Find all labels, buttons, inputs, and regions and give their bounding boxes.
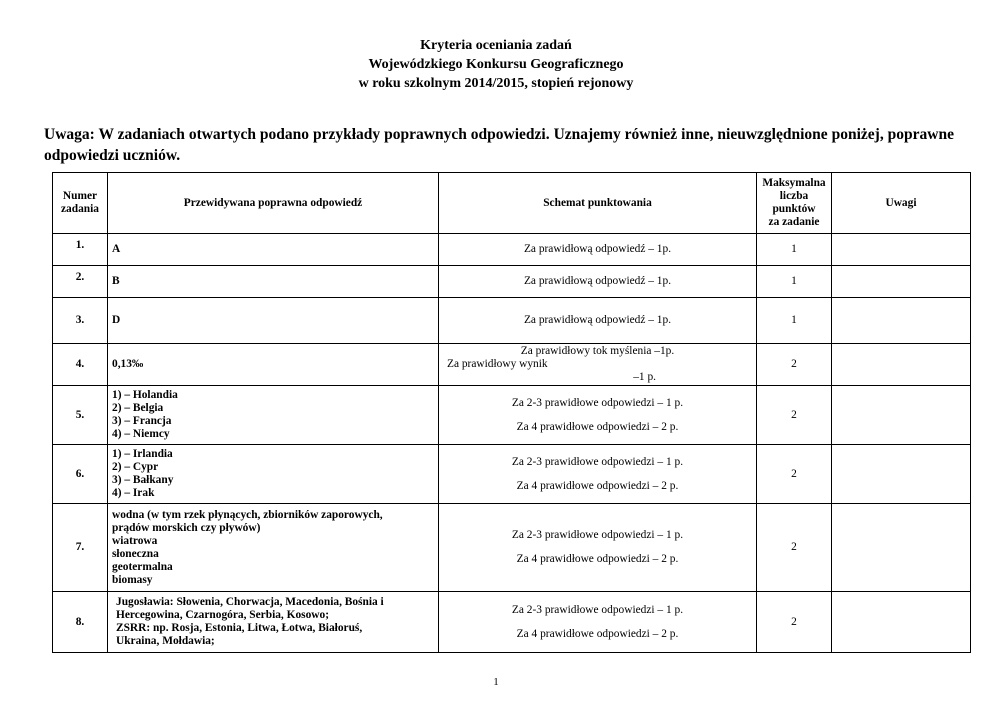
max-points-cell: 1 (757, 298, 832, 344)
scheme-cell: Za 2-3 prawidłowe odpowiedzi – 1 p. Za 4 prawidłowe odpowiedzi – 2 p. (439, 386, 757, 445)
table-header-row (53, 173, 971, 234)
max-points-cell: 2 (757, 592, 832, 653)
notes-cell (832, 344, 971, 386)
notes-cell (832, 592, 971, 653)
task-number: 2. (53, 266, 108, 298)
notes-cell (832, 234, 971, 266)
header-max-points: Maksymalna liczba punktów za zadanie (757, 173, 832, 234)
scheme-cell: Za 2-3 prawidłowe odpowiedzi – 1 p. Za 4 prawidłowe odpowiedzi – 2 p. (439, 592, 757, 653)
answer-cell: D (108, 298, 439, 344)
answer-cell: 1) – Holandia 2) – Belgia 3) – Francja 4) – Niemcy (108, 386, 439, 445)
note-paragraph: Uwaga: W zadaniach otwartych podano przykłady poprawnych odpowiedzi. Uznajemy również inne, nieuwzględnione poniżej, poprawne odpowiedzi uczniów. (44, 126, 954, 164)
table-row (53, 445, 971, 504)
task-number: 8. (53, 592, 108, 653)
notes-cell (832, 298, 971, 344)
notes-cell (832, 445, 971, 504)
table-row (53, 234, 971, 266)
answer-cell: Jugosławia: Słowenia, Chorwacja, Macedonia, Bośnia i Hercegowina, Czarnogóra, Serbia, Kosowo; ZSRR: np. Rosja, Estonia, Litwa, Łotwa, Białoruś, Ukraina, Mołdawia; (108, 592, 439, 653)
table-row (53, 592, 971, 653)
header-scheme: Schemat punktowania (439, 173, 757, 234)
notes-cell (832, 266, 971, 298)
max-points-cell: 2 (757, 386, 832, 445)
title-line-1: Kryteria oceniania zadań (420, 38, 572, 53)
max-points-cell: 2 (757, 504, 832, 592)
header-answer: Przewidywana poprawna odpowiedź (108, 173, 439, 234)
document-title (0, 36, 992, 93)
header-notes: Uwagi (832, 173, 971, 234)
scheme-cell: Za prawidłową odpowiedź – 1p. (439, 266, 757, 298)
max-points-cell: 1 (757, 234, 832, 266)
task-number: 4. (53, 344, 108, 386)
answer-cell: 1) – Irlandia 2) – Cypr 3) – Bałkany 4) – Irak (108, 445, 439, 504)
criteria-table (52, 172, 971, 653)
table-row (53, 344, 971, 386)
scheme-cell: Za 2-3 prawidłowe odpowiedzi – 1 p. Za 4 prawidłowe odpowiedzi – 2 p. (439, 504, 757, 592)
header-number: Numer zadania (53, 173, 108, 234)
table-row (53, 298, 971, 344)
task-number: 5. (53, 386, 108, 445)
title-line-3: w roku szkolnym 2014/2015, stopień rejonowy (358, 76, 634, 91)
task-number: 3. (53, 298, 108, 344)
page-number: 1 (493, 676, 499, 688)
max-points-cell: 2 (757, 344, 832, 386)
scheme-cell: Za prawidłową odpowiedź – 1p. (439, 298, 757, 344)
answer-cell: A (108, 234, 439, 266)
task-number: 7. (53, 504, 108, 592)
task-number: 6. (53, 445, 108, 504)
max-points-cell: 2 (757, 445, 832, 504)
table-row (53, 266, 971, 298)
max-points-cell: 1 (757, 266, 832, 298)
task-number: 1. (53, 234, 108, 266)
scheme-cell: Za 2-3 prawidłowe odpowiedzi – 1 p. Za 4 prawidłowe odpowiedzi – 2 p. (439, 445, 757, 504)
table-row (53, 504, 971, 592)
notes-cell (832, 504, 971, 592)
answer-cell: wodna (w tym rzek płynących, zbiorników zaporowych, prądów morskich czy pływów) wiatrowa słoneczna geotermalna biomasy (108, 504, 439, 592)
notes-cell (832, 386, 971, 445)
scheme-cell: Za prawidłową odpowiedź – 1p. (439, 234, 757, 266)
answer-cell: 0,13‰ (108, 344, 439, 386)
answer-cell: B (108, 266, 439, 298)
title-line-2: Wojewódzkiego Konkursu Geograficznego (368, 57, 624, 72)
scheme-cell: Za prawidłowy tok myślenia –1p. Za prawidłowy wynik –1 p. (439, 344, 757, 386)
table-row (53, 386, 971, 445)
